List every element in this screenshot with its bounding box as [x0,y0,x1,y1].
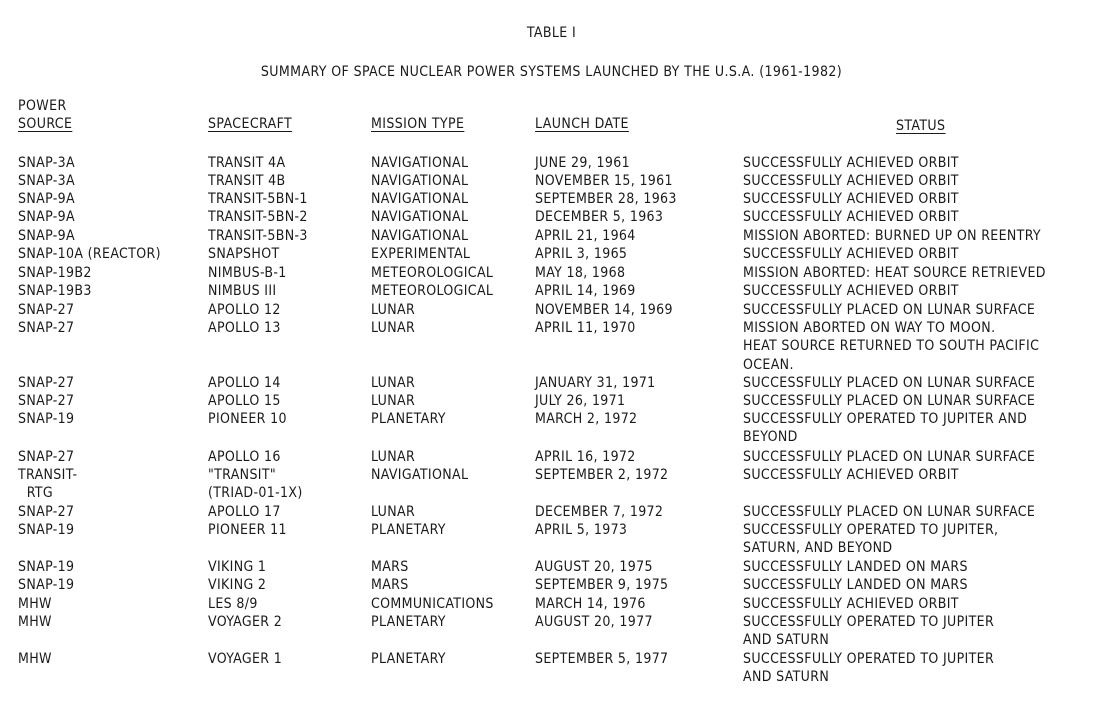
cell-power-source [18,595,52,613]
header-mission-type [371,115,464,133]
cell-spacecraft [208,595,258,613]
cell-power-source [18,172,75,190]
cell-status [743,466,959,484]
cell-power-source [18,576,74,594]
cell-power-source [18,227,75,245]
cell-line: SUCCESSFULLY OPERATED TO JUPITER [743,651,995,667]
cell-line: SNAP-27 [18,320,75,336]
cell-line: SNAP-27 [18,393,75,409]
cell-line: APRIL 14, 1969 [535,283,636,299]
cell-line: TRANSIT-5BN-2 [208,209,308,225]
cell-line: COMMUNICATIONS [371,596,494,612]
cell-power-source [18,264,92,282]
cell-spacecraft [208,208,308,226]
cell-status [743,301,1035,319]
cell-line: VIKING 2 [208,577,267,593]
cell-line: MARCH 2, 1972 [535,411,638,427]
cell-line: SEPTEMBER 28, 1963 [535,191,677,207]
cell-line: SUCCESSFULLY ACHIEVED ORBIT [743,467,959,483]
cell-line: SEPTEMBER 5, 1977 [535,651,669,667]
cell-line: SNAP-19B2 [18,265,92,281]
cell-line: APRIL 11, 1970 [535,320,636,336]
cell-spacecraft [208,154,285,172]
cell-mission-type [371,392,415,410]
cell-line: VOYAGER 1 [208,651,283,667]
cell-launch-date [535,650,668,668]
cell-spacecraft [208,264,287,282]
cell-line: NAVIGATIONAL [371,228,469,244]
cell-launch-date [535,613,653,631]
cell-status [743,558,968,576]
cell-launch-date [535,154,630,172]
cell-mission-type [371,503,415,521]
cell-launch-date [535,172,673,190]
cell-power-source [18,154,75,172]
cell-status [743,503,1035,521]
cell-spacecraft [208,374,281,392]
cell-line: SNAP-9A [18,228,75,244]
cell-mission-type [371,245,470,263]
cell-mission-type [371,374,415,392]
cell-line: APRIL 16, 1972 [535,449,636,465]
cell-launch-date [535,282,636,300]
cell-line: SUCCESSFULLY PLACED ON LUNAR SURFACE [743,302,1036,318]
cell-launch-date [535,410,637,428]
cell-status [743,172,959,190]
cell-launch-date [535,264,625,282]
cell-line: SNAP-3A [18,173,75,189]
cell-mission-type [371,410,446,428]
cell-line: TRANSIT-5BN-1 [208,191,308,207]
header-power-source [18,97,72,133]
cell-line: PLANETARY [371,614,446,630]
cell-line: LES 8/9 [208,596,258,612]
cell-line: APOLLO 16 [208,449,281,465]
cell-mission-type [371,319,415,337]
cell-mission-type [371,613,446,631]
cell-launch-date [535,595,646,613]
cell-status [743,650,994,687]
cell-line: LUNAR [371,393,416,409]
cell-line: MISSION ABORTED: BURNED UP ON REENTRY [743,228,1041,244]
cell-power-source [18,190,75,208]
cell-mission-type [371,282,493,300]
cell-line: NAVIGATIONAL [371,173,469,189]
cell-line: SNAP-3A [18,155,75,171]
cell-line: APOLLO 14 [208,375,281,391]
cell-line: APOLLO 12 [208,302,281,318]
cell-line: SUCCESSFULLY PLACED ON LUNAR SURFACE [743,504,1036,520]
cell-spacecraft [208,301,281,319]
cell-line: AUGUST 20, 1975 [535,559,653,575]
cell-mission-type [371,466,468,484]
header-spacecraft [208,115,292,133]
cell-launch-date [535,558,653,576]
header-mission-type-label: MISSION TYPE [371,116,465,132]
cell-power-source [18,503,74,521]
cell-line: SUCCESSFULLY ACHIEVED ORBIT [743,596,959,612]
cell-launch-date [535,190,677,208]
cell-line: SNAPSHOT [208,246,280,262]
cell-spacecraft [208,227,308,245]
cell-line: SUCCESSFULLY LANDED ON MARS [743,577,968,593]
cell-launch-date [535,227,636,245]
cell-line: DECEMBER 5, 1963 [535,209,664,225]
cell-status [743,613,994,650]
cell-spacecraft [208,392,281,410]
cell-status [743,410,1027,447]
header-status [896,117,945,135]
cell-line: OCEAN. [743,356,794,373]
cell-line: APOLLO 17 [208,504,281,520]
cell-line: NIMBUS-B-1 [208,265,287,281]
cell-line: AND SATURN [743,669,830,686]
cell-line: SNAP-19 [18,577,75,593]
cell-status [743,154,959,172]
cell-launch-date [535,503,663,521]
cell-mission-type [371,576,409,594]
cell-line: TRANSIT 4B [208,173,286,189]
cell-line: HEAT SOURCE RETURNED TO SOUTH PACIFIC [743,338,1040,355]
cell-line: APRIL 5, 1973 [535,522,628,538]
cell-line: MISSION ABORTED: HEAT SOURCE RETRIEVED [743,265,1046,281]
cell-launch-date [535,392,625,410]
cell-line: SUCCESSFULLY OPERATED TO JUPITER AND [743,411,1028,427]
cell-line: APOLLO 15 [208,393,281,409]
cell-spacecraft [208,558,266,576]
cell-line: SNAP-9A [18,191,75,207]
cell-status [743,374,1035,392]
cell-line: PLANETARY [371,522,446,538]
cell-spacecraft [208,650,282,668]
cell-line: APRIL 3, 1965 [535,246,628,262]
cell-line: APRIL 21, 1964 [535,228,636,244]
cell-status [743,264,1046,282]
cell-line: NIMBUS III [208,283,277,299]
header-spacecraft-label: SPACECRAFT [208,116,293,132]
cell-spacecraft [208,410,287,428]
cell-mission-type [371,521,446,539]
cell-line: SUCCESSFULLY ACHIEVED ORBIT [743,246,959,262]
cell-line: JUNE 29, 1961 [535,155,630,171]
cell-status [743,208,959,226]
cell-line: SNAP-19 [18,411,75,427]
cell-power-source [18,392,74,410]
cell-line: (TRIAD-01-1X) [208,485,303,502]
cell-line: SUCCESSFULLY ACHIEVED ORBIT [743,209,959,225]
cell-line: NOVEMBER 14, 1969 [535,302,673,318]
cell-launch-date [535,448,636,466]
header-launch-date-label: LAUNCH DATE [535,116,629,132]
cell-power-source [18,410,74,428]
cell-spacecraft [208,172,285,190]
cell-line: LUNAR [371,302,416,318]
cell-line: LUNAR [371,320,416,336]
cell-status [743,595,959,613]
cell-power-source [18,558,74,576]
cell-mission-type [371,172,468,190]
cell-power-source [18,245,161,263]
cell-power-source [18,650,52,668]
cell-line: MHW [18,596,52,612]
cell-power-source [18,466,77,503]
cell-power-source [18,521,74,539]
cell-mission-type [371,154,468,172]
cell-line: JULY 26, 1971 [535,393,626,409]
cell-line: PLANETARY [371,411,446,427]
cell-line: SEPTEMBER 9, 1975 [535,577,669,593]
cell-line: PLANETARY [371,651,446,667]
cell-line: MARCH 14, 1976 [535,596,646,612]
cell-line: LUNAR [371,375,416,391]
cell-line: LUNAR [371,449,416,465]
cell-line: SUCCESSFULLY ACHIEVED ORBIT [743,283,959,299]
cell-line: METEOROLOGICAL [371,283,494,299]
cell-line: SNAP-10A (REACTOR) [18,246,161,262]
cell-line: SUCCESSFULLY ACHIEVED ORBIT [743,173,959,189]
cell-mission-type [371,208,468,226]
cell-line: SUCCESSFULLY PLACED ON LUNAR SURFACE [743,375,1036,391]
cell-line: VOYAGER 2 [208,614,283,630]
cell-line: SUCCESSFULLY ACHIEVED ORBIT [743,191,959,207]
cell-spacecraft [208,190,308,208]
header-power-source-line2: SOURCE [18,116,73,132]
cell-launch-date [535,576,668,594]
cell-mission-type [371,264,493,282]
cell-mission-type [371,190,468,208]
cell-spacecraft [208,576,266,594]
cell-line: SNAP-27 [18,375,75,391]
cell-launch-date [535,301,673,319]
cell-line: MISSION ABORTED ON WAY TO MOON. [743,320,996,336]
cell-line: AND SATURN [743,632,830,649]
cell-spacecraft [208,319,281,337]
cell-line: PIONEER 11 [208,522,287,538]
cell-launch-date [535,374,656,392]
cell-line: DECEMBER 7, 1972 [535,504,664,520]
cell-line: SNAP-19 [18,559,75,575]
cell-line: APOLLO 13 [208,320,281,336]
cell-line: SEPTEMBER 2, 1972 [535,467,669,483]
cell-launch-date [535,208,663,226]
cell-line: SUCCESSFULLY PLACED ON LUNAR SURFACE [743,449,1036,465]
header-launch-date [535,115,629,133]
cell-line: METEOROLOGICAL [371,265,494,281]
cell-power-source [18,319,74,337]
cell-line: NAVIGATIONAL [371,209,469,225]
cell-line: NAVIGATIONAL [371,155,469,171]
cell-power-source [18,208,75,226]
cell-line: SUCCESSFULLY PLACED ON LUNAR SURFACE [743,393,1036,409]
cell-spacecraft [208,503,281,521]
cell-line: MHW [18,614,52,630]
cell-status [743,282,959,300]
cell-line: TRANSIT- [18,467,78,483]
cell-status [743,190,959,208]
cell-line: TRANSIT-5BN-3 [208,228,308,244]
cell-mission-type [371,650,446,668]
cell-line: SUCCESSFULLY OPERATED TO JUPITER, [743,522,999,538]
cell-launch-date [535,521,627,539]
cell-spacecraft [208,466,303,503]
cell-mission-type [371,448,415,466]
cell-spacecraft [208,282,277,300]
cell-status [743,392,1035,410]
table-subtitle: SUMMARY OF SPACE NUCLEAR POWER SYSTEMS LAUNCHED BY THE U.S.A. (1961-1982) [260,64,843,80]
cell-line: AUGUST 20, 1977 [535,614,653,630]
cell-power-source [18,613,52,631]
cell-line: VIKING 1 [208,559,267,575]
cell-mission-type [371,558,409,576]
table-title: TABLE I [526,25,577,41]
cell-line: MARS [371,559,409,575]
cell-line: SNAP-19 [18,522,75,538]
cell-line: MAY 18, 1968 [535,265,626,281]
cell-launch-date [535,466,668,484]
header-power-source-line1: POWER [18,98,67,114]
cell-spacecraft [208,613,282,631]
cell-line: EXPERIMENTAL [371,246,471,262]
cell-mission-type [371,301,415,319]
cell-power-source [18,448,74,466]
cell-status [743,245,959,263]
cell-line: SNAP-27 [18,449,75,465]
cell-power-source [18,282,92,300]
cell-line: TRANSIT 4A [208,155,286,171]
header-status-label: STATUS [896,118,946,134]
cell-line: MARS [371,577,409,593]
cell-line: BEYOND [743,429,798,446]
cell-spacecraft [208,521,287,539]
cell-status [743,227,1041,245]
cell-launch-date [535,245,627,263]
cell-status [743,576,968,594]
cell-power-source [18,374,74,392]
cell-line: SUCCESSFULLY ACHIEVED ORBIT [743,155,959,171]
cell-line: SATURN, AND BEYOND [743,540,893,557]
cell-line: NAVIGATIONAL [371,467,469,483]
cell-spacecraft [208,448,281,466]
cell-line: PIONEER 10 [208,411,287,427]
cell-status [743,448,1035,466]
cell-line: LUNAR [371,504,416,520]
cell-line: SUCCESSFULLY LANDED ON MARS [743,559,968,575]
cell-line: RTG [18,485,53,502]
cell-mission-type [371,595,494,613]
cell-status [743,319,1039,374]
cell-line: SUCCESSFULLY OPERATED TO JUPITER [743,614,995,630]
cell-line: MHW [18,651,52,667]
cell-line: SNAP-9A [18,209,75,225]
cell-line: NOVEMBER 15, 1961 [535,173,673,189]
cell-line: "TRANSIT" [208,467,277,483]
cell-line: JANUARY 31, 1971 [535,375,656,391]
cell-line: SNAP-27 [18,302,75,318]
cell-mission-type [371,227,468,245]
cell-launch-date [535,319,636,337]
cell-line: SNAP-27 [18,504,75,520]
cell-line: NAVIGATIONAL [371,191,469,207]
cell-spacecraft [208,245,280,263]
cell-power-source [18,301,74,319]
cell-line: SNAP-19B3 [18,283,92,299]
cell-status [743,521,998,558]
